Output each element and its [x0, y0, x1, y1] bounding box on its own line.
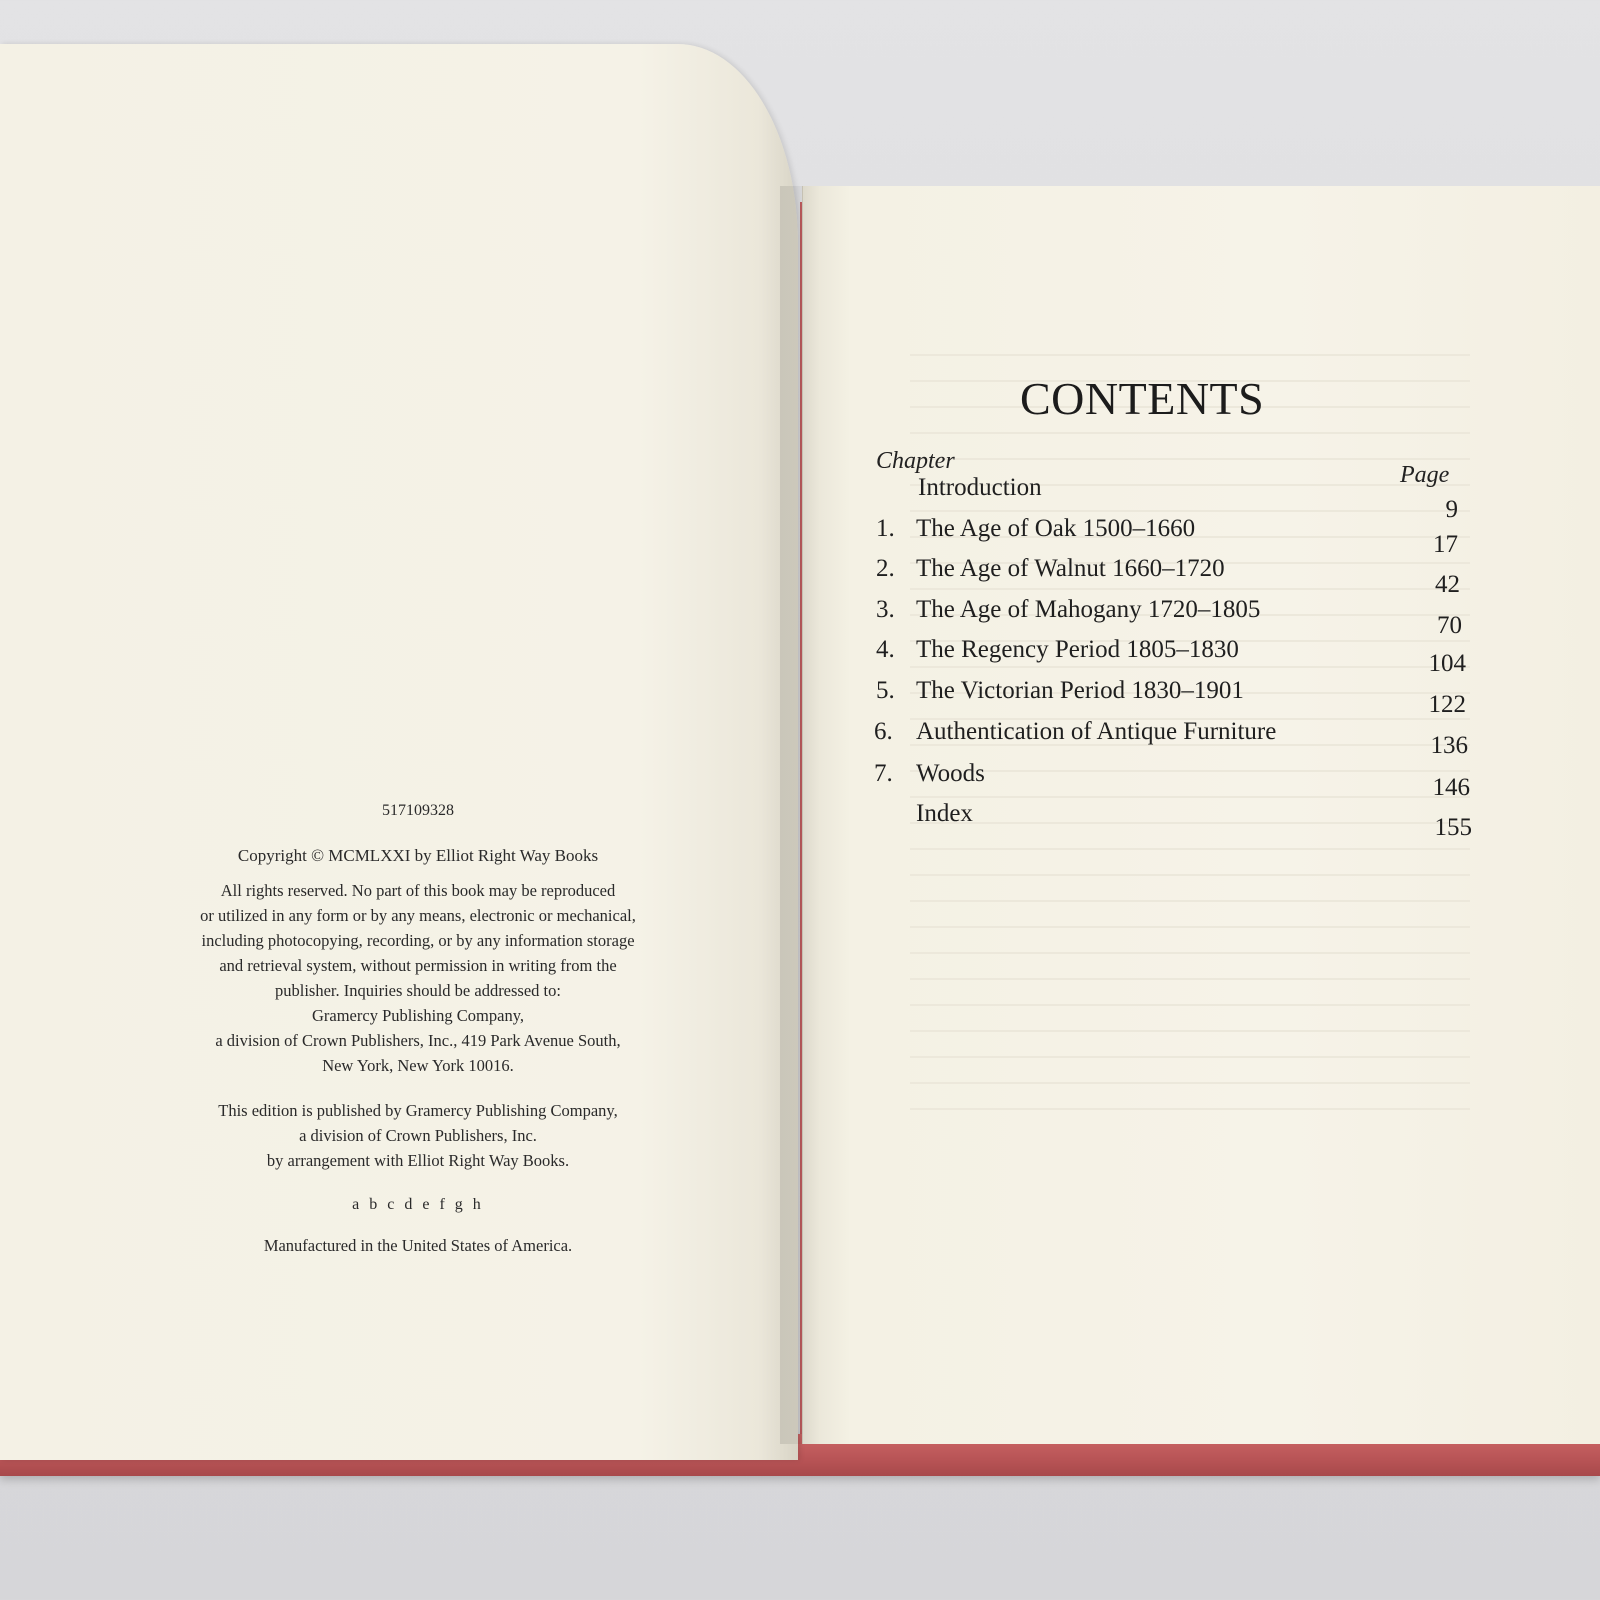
toc-number: 1.	[876, 515, 895, 542]
rights-line: a division of Crown Publishers, Inc., 419 Park Avenue South,	[215, 1031, 621, 1050]
toc-page: 17	[1433, 531, 1458, 558]
toc-number: 7.	[874, 760, 893, 787]
rights-statement	[118, 878, 718, 1078]
toc-number: 6.	[874, 718, 893, 745]
edition-statement	[118, 1098, 718, 1173]
toc-title: The Age of Walnut 1660–1720	[916, 555, 1225, 582]
toc-page: 122	[1428, 691, 1466, 718]
toc-page: 155	[1434, 814, 1472, 841]
isbn-number: 517109328	[382, 802, 454, 819]
rights-line: Gramercy Publishing Company,	[311, 1006, 525, 1025]
toc-number: 4.	[876, 636, 895, 663]
toc-title: Woods	[916, 760, 985, 787]
rights-line: or utilized in any form or by any means, electronic or mechanical,	[200, 906, 636, 925]
toc-title: The Age of Oak 1500–1660	[916, 515, 1196, 542]
rights-line: New York, New York 10016.	[322, 1056, 514, 1075]
toc-title: Authentication of Antique Furniture	[916, 718, 1277, 745]
page-column-label: Page	[1400, 462, 1450, 488]
toc-page: 146	[1432, 774, 1470, 801]
toc-number: 3.	[876, 596, 895, 623]
rights-line: All rights reserved. No part of this book may be reproduced	[220, 881, 616, 900]
spine-shadow	[780, 186, 820, 1444]
edition-line: by arrangement with Elliot Right Way Books.	[266, 1151, 570, 1170]
chapter-column-label: Chapter	[876, 448, 955, 474]
rights-line: publisher. Inquiries should be addressed to:	[275, 981, 561, 1000]
manufactured-line: Manufactured in the United States of America.	[263, 1236, 573, 1255]
contents-title: CONTENTS	[1020, 373, 1265, 424]
bleed-through-title	[180, 190, 740, 260]
toc-title: The Victorian Period 1830–1901	[916, 677, 1244, 704]
toc-number: 5.	[876, 677, 895, 704]
edition-line: This edition is published by Gramercy Publishing Company,	[218, 1101, 618, 1120]
toc-title: The Regency Period 1805–1830	[916, 636, 1239, 663]
toc-title: Introduction	[918, 474, 1042, 501]
toc-title: The Age of Mahogany 1720–1805	[916, 596, 1261, 623]
toc-page: 42	[1435, 571, 1460, 598]
edition-line: a division of Crown Publishers, Inc.	[299, 1126, 537, 1145]
rights-line: and retrieval system, without permission in writing from the	[219, 956, 617, 975]
toc-page: 9	[1445, 496, 1458, 523]
toc-number: 2.	[876, 555, 895, 582]
printing-letters: a b c d e f g h	[352, 1196, 484, 1213]
copyright-line: Copyright © MCMLXXI by Elliot Right Way Books	[237, 846, 599, 865]
toc-title: Index	[916, 800, 973, 827]
toc-page: 136	[1430, 732, 1468, 759]
toc-page: 70	[1437, 612, 1462, 639]
toc-page: 104	[1428, 650, 1466, 677]
rights-line: including photocopying, recording, or by any information storage	[201, 931, 635, 950]
